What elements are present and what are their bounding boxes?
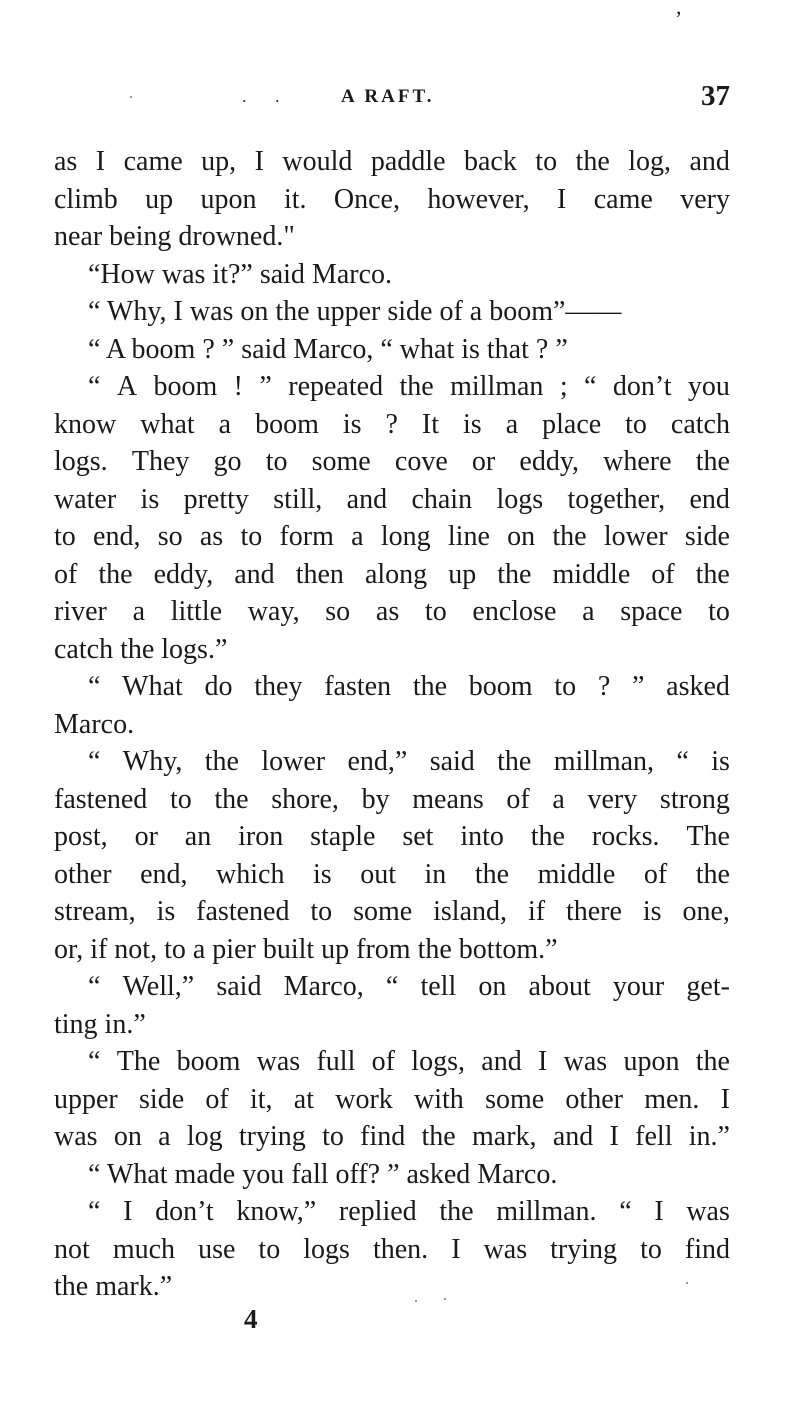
word: place (542, 408, 602, 440)
word: find (360, 1121, 406, 1152)
text-line (54, 556, 730, 594)
text-line: “ What made you fall off? ” asked Marco. (88, 1158, 558, 1190)
word: and (689, 146, 730, 177)
word: do (204, 671, 233, 702)
word: was (54, 1121, 98, 1152)
word: to (258, 1233, 281, 1265)
word: other (565, 1083, 623, 1115)
word: paddle (370, 146, 446, 177)
word: “ (88, 971, 101, 1002)
word: enclose (472, 596, 557, 627)
word: set (402, 821, 434, 852)
paper-speck (415, 1300, 417, 1302)
word: know (54, 408, 117, 440)
word: on (507, 521, 536, 552)
word: side (684, 521, 730, 552)
word: Why, (122, 746, 183, 777)
text-line (54, 443, 730, 481)
word: came (123, 146, 183, 177)
paper-speck (686, 1282, 688, 1284)
word: ! (233, 371, 243, 402)
word: A (116, 371, 138, 402)
word: know,” (236, 1196, 317, 1227)
word: middle (537, 858, 616, 890)
word: don’t (155, 1196, 214, 1227)
word: up (145, 183, 174, 215)
word: rocks. (591, 821, 660, 852)
text-line: near being drowned." (54, 221, 295, 252)
word: a (552, 783, 565, 815)
word: some (311, 446, 371, 477)
word: ” (631, 671, 645, 702)
word: What (122, 671, 183, 702)
word: up, (201, 146, 237, 177)
word: I (538, 1046, 548, 1077)
word: I (254, 146, 264, 177)
word: post, (54, 821, 108, 852)
word: the (98, 558, 133, 590)
word: lower (261, 746, 326, 777)
word: on (113, 1121, 142, 1152)
word: much (112, 1233, 176, 1265)
word: end (689, 483, 730, 515)
text-line: “ A boom ? ” said Marco, “ what is that ? ” (88, 333, 568, 365)
text-line (54, 518, 730, 556)
word: so (157, 521, 183, 552)
word: was (256, 1046, 301, 1077)
header-dots: . . (242, 86, 292, 106)
word: upon (623, 1046, 680, 1077)
word: end,” (347, 746, 408, 777)
word: shore, (271, 783, 339, 815)
text-line (54, 593, 730, 631)
word: trying (238, 1121, 306, 1152)
text-line (54, 368, 730, 406)
text-line (54, 668, 730, 706)
word: It (421, 408, 440, 440)
word: full (316, 1046, 356, 1077)
word: staple (310, 821, 376, 852)
word: to (424, 596, 447, 627)
word: the (497, 558, 532, 590)
word: by (361, 783, 390, 815)
word: ; (559, 371, 568, 402)
word: iron (238, 821, 284, 852)
text-line (54, 181, 730, 219)
word: mark, (472, 1121, 537, 1152)
word: the (421, 1121, 456, 1152)
word: the (695, 446, 730, 477)
word: one, (682, 896, 730, 927)
word: in (424, 858, 447, 890)
word: would (282, 146, 353, 177)
word: up (448, 558, 477, 590)
paper-speck (444, 1298, 446, 1300)
word: way, (247, 596, 300, 627)
word: other (54, 858, 112, 890)
word: logs, (411, 1046, 465, 1077)
word: along (364, 558, 428, 590)
word: not (54, 1233, 90, 1265)
word: it. (283, 183, 307, 215)
word: repeated (288, 371, 384, 402)
word: was (686, 1196, 730, 1227)
word: the (695, 558, 730, 590)
word: space (620, 596, 683, 627)
word: logs (303, 1233, 350, 1265)
word: into (460, 821, 504, 852)
word: boom (176, 1046, 241, 1077)
word: some (353, 896, 413, 927)
word: to (322, 1121, 344, 1152)
word: I (123, 1196, 133, 1227)
word: Well,” (122, 971, 195, 1002)
text-line (54, 143, 730, 181)
word: or (134, 821, 158, 852)
running-header (54, 80, 730, 116)
word: “ (88, 1046, 101, 1077)
word: log, (628, 146, 672, 177)
word: eddy, (519, 446, 579, 477)
word: and (481, 1046, 522, 1077)
word: a (218, 408, 232, 440)
word: tell (420, 971, 457, 1002)
word: to (310, 896, 333, 927)
word: don’t (612, 371, 672, 402)
word: it, (249, 1083, 273, 1115)
word: upon (200, 183, 257, 215)
word: there (565, 896, 622, 927)
word: “ (676, 746, 689, 777)
word: river (54, 596, 107, 627)
word: island, (433, 896, 508, 927)
text-line: catch the logs.” (54, 633, 228, 665)
text-line (54, 743, 730, 781)
body-text (54, 143, 730, 1306)
word: cove (394, 446, 448, 477)
word: or (471, 446, 496, 477)
word: an (184, 821, 212, 852)
text-line: or, if not, to a pier built up from the bottom.” (54, 933, 558, 965)
word: where (603, 446, 672, 477)
word: the (412, 671, 448, 702)
word: in.” (688, 1121, 730, 1152)
word: trying (550, 1233, 618, 1265)
text-line (54, 856, 730, 894)
text-line (54, 481, 730, 519)
word: is (711, 746, 730, 777)
word: to (708, 596, 730, 627)
word: millman (450, 371, 544, 402)
word: “ (88, 1196, 101, 1227)
text-line (54, 818, 730, 856)
word: came (593, 183, 653, 215)
word: of (651, 558, 675, 590)
word: middle (552, 558, 631, 590)
word: to (640, 1233, 662, 1265)
word: as (375, 596, 400, 627)
word: however, (427, 183, 530, 215)
word: to (535, 146, 558, 177)
word: I (557, 183, 567, 215)
text-line (54, 1231, 730, 1269)
word: ” (259, 371, 272, 402)
word: fell (635, 1121, 673, 1152)
word: together, (567, 483, 666, 515)
word: replied (338, 1196, 417, 1227)
word: on (478, 971, 507, 1002)
word: the (695, 1046, 730, 1077)
word: and (552, 1121, 594, 1152)
word: is (156, 896, 176, 927)
word: “ (88, 371, 101, 402)
word: as (54, 146, 78, 177)
word: at (293, 1083, 314, 1115)
word: to (54, 521, 76, 552)
word: if (527, 896, 546, 927)
word: so (325, 596, 351, 627)
word: the (695, 858, 730, 890)
word: a (505, 408, 519, 440)
word: boom (153, 371, 218, 402)
word: “ (619, 1196, 632, 1227)
word: boom (468, 671, 533, 702)
word: They (131, 446, 190, 477)
word: log (186, 1121, 223, 1152)
word: asked (666, 671, 730, 702)
word: I (720, 1083, 730, 1115)
word: of (54, 558, 78, 590)
word: catch (670, 408, 730, 440)
word: then (295, 558, 344, 590)
word: The (686, 821, 730, 852)
text-line: Marco. (54, 708, 135, 740)
word: fastened (196, 896, 290, 927)
word: was (483, 1233, 528, 1265)
word: millman. (496, 1196, 597, 1227)
word: logs (496, 483, 544, 515)
word: some (485, 1083, 545, 1115)
word: is (313, 858, 332, 890)
text-line: ting in.” (54, 1008, 146, 1040)
word: to (554, 671, 577, 702)
word: fastened (54, 783, 148, 815)
word: millman, (553, 746, 655, 777)
word: stream, (54, 896, 136, 927)
text-line (54, 1193, 730, 1231)
word: the (204, 746, 239, 777)
word: the (530, 821, 565, 852)
word: the (399, 371, 434, 402)
word: of (643, 858, 668, 890)
word: “ (584, 371, 597, 402)
word: eddy, (153, 558, 214, 590)
word: Marco, (283, 971, 364, 1002)
word: as (199, 521, 224, 552)
word: chain (411, 483, 473, 515)
word: to (240, 521, 263, 552)
text-line (54, 1118, 730, 1156)
word: Once, (333, 183, 400, 215)
word: with (414, 1083, 464, 1115)
word: I (451, 1233, 461, 1265)
word: little (170, 596, 223, 627)
word: a (158, 1121, 171, 1152)
running-title: A RAFT. (341, 86, 435, 107)
word: end, (140, 858, 188, 890)
word: to (169, 783, 192, 815)
word: your (612, 971, 665, 1002)
word: a (582, 596, 595, 627)
word: of (205, 1083, 229, 1115)
word: they (254, 671, 303, 702)
word: the (214, 783, 249, 815)
word: very (680, 183, 730, 215)
word: was (563, 1046, 608, 1077)
page-edge-mark: , (676, 0, 682, 19)
word: what (140, 408, 195, 440)
word: The (116, 1046, 161, 1077)
word: I (609, 1121, 619, 1152)
word: about (528, 971, 591, 1002)
word: get- (686, 971, 730, 1002)
word: I (95, 146, 106, 177)
text-line (54, 406, 730, 444)
word: is (342, 408, 362, 440)
word: very (587, 783, 638, 815)
word: use (198, 1233, 236, 1265)
paper-speck (130, 96, 132, 98)
signature-mark: 4 (244, 1304, 258, 1334)
word: said (429, 746, 475, 777)
word: the (552, 521, 587, 552)
word: back (463, 146, 517, 177)
text-line: the mark.” (54, 1271, 173, 1302)
text-line: “ Why, I was on the upper side of a boom”—— (88, 296, 622, 327)
word: I (654, 1196, 664, 1227)
word: the (439, 1196, 474, 1227)
text-line (54, 1043, 730, 1081)
word: and (234, 558, 275, 590)
word: pretty (183, 483, 249, 515)
word: is (463, 408, 482, 440)
word: still, (273, 483, 323, 515)
word: “ (88, 671, 101, 702)
word: to (625, 408, 647, 440)
word: line (447, 521, 490, 552)
word: of (506, 783, 530, 815)
word: go (213, 446, 242, 477)
word: the (575, 146, 610, 177)
text-line (54, 968, 730, 1006)
page-number: 37 (701, 80, 730, 112)
word: is (140, 483, 160, 515)
word: to (265, 446, 288, 477)
word: side (139, 1083, 185, 1115)
word: men. (644, 1083, 700, 1115)
word: you (687, 371, 730, 402)
text-line (54, 893, 730, 931)
word: the (474, 858, 510, 890)
word: “ (385, 971, 399, 1002)
word: a (351, 521, 364, 552)
word: boom (255, 408, 319, 440)
word: upper (54, 1083, 118, 1115)
word: work (335, 1083, 393, 1115)
text-line: “How was it?” said Marco. (88, 258, 393, 290)
word: a (132, 596, 145, 627)
word: which (216, 858, 285, 890)
word: ? (385, 408, 398, 440)
word: water (54, 483, 117, 515)
word: lower (603, 521, 668, 552)
word: find (684, 1233, 730, 1265)
word: and (346, 483, 388, 515)
word: climb (54, 183, 118, 215)
word: is (642, 896, 662, 927)
text-line (54, 781, 730, 819)
word: ? (597, 671, 611, 702)
word: long (380, 521, 431, 552)
word: said (216, 971, 262, 1002)
word: out (360, 858, 396, 890)
word: means (412, 783, 484, 815)
text-line (54, 1081, 730, 1119)
word: “ (88, 746, 101, 777)
word: strong (659, 783, 730, 815)
word: then. (372, 1233, 429, 1265)
word: end, (93, 521, 141, 552)
word: of (371, 1046, 395, 1077)
word: form (279, 521, 334, 552)
word: fasten (324, 671, 392, 702)
word: logs. (54, 446, 108, 477)
word: the (497, 746, 532, 777)
